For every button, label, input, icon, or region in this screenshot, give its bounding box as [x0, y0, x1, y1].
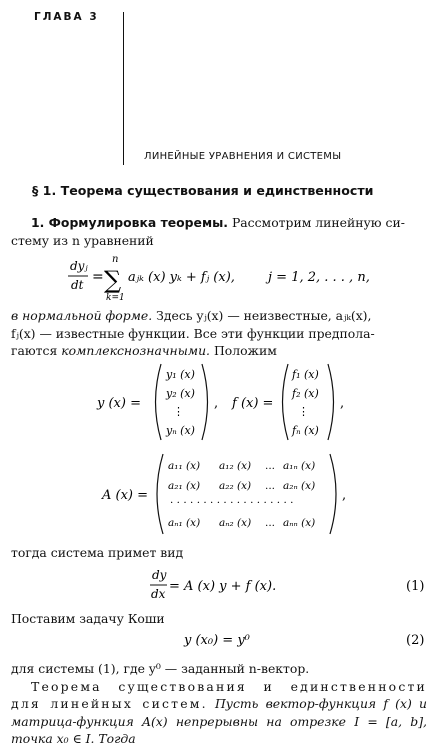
vector-f-entry: fₙ (x): [292, 424, 319, 437]
matrix-dots-row: · · · · · · · · · · · · · · · · · · ·: [170, 497, 294, 509]
sum-lower: k=1: [106, 293, 125, 303]
matrix-cell: aₙ₁ (x): [168, 517, 201, 529]
matrix-label: A (x) =: [102, 488, 149, 503]
system-lhs-den: dt: [71, 278, 84, 292]
line-complex-it: комплекснозначными.: [61, 343, 210, 358]
normal-form-paragraph: [11, 307, 427, 360]
vector-f-entry: f₁ (x): [292, 368, 319, 381]
section-title: § 1. Теорема существования и единственности: [32, 183, 374, 198]
subsection-title: 1. Формулировка теоремы.: [31, 215, 228, 230]
matrix-cell: a₂₁ (x): [168, 480, 201, 492]
matrix-cell: aₙₙ (x): [283, 517, 316, 529]
line-complex-a: гаются: [11, 343, 58, 358]
vector-y-entry: y₂ (x): [166, 387, 195, 400]
normal-form-rest: Здесь yⱼ(x) — неизвестные, aⱼₖ(x),: [156, 308, 372, 323]
equation-1: [0, 566, 441, 602]
chapter-title: ЛИНЕЙНЫЕ УРАВНЕНИЯ И СИСТЕМЫ: [144, 151, 342, 162]
system-body: aⱼₖ (x) yₖ + fⱼ (x),: [128, 270, 235, 285]
vector-f-entry: f₂ (x): [292, 387, 319, 400]
svg-text:,: ,: [340, 396, 345, 411]
vector-y-entry: yₙ (x): [166, 424, 195, 437]
svg-text:,: ,: [214, 396, 219, 411]
sum-upper: n: [112, 254, 119, 265]
eq2-body: y (x₀) = y⁰: [184, 633, 250, 648]
chapter-label: ГЛАВА 3: [34, 11, 99, 23]
matrix-cell: a₁₁ (x): [168, 460, 201, 472]
intro-line1: Рассмотрим линейную си-: [231, 215, 405, 230]
system-range: j = 1, 2, . . . , n,: [268, 270, 370, 285]
svg-text:=: =: [92, 269, 104, 285]
vector-definitions: [0, 360, 441, 444]
system-lhs-num: dyⱼ: [70, 259, 88, 273]
for-system-text: для системы (1), где y⁰ — заданный n-вектор.: [11, 661, 310, 676]
eq1-rhs: = A (x) y + f (x).: [169, 579, 277, 594]
matrix-cell: a₁ₙ (x): [283, 460, 316, 472]
matrix-cell: a₂₂ (x): [219, 480, 252, 492]
normal-form-italic: в нормальной форме.: [11, 308, 153, 323]
matrix-cell: a₂ₙ (x): [283, 480, 316, 492]
svg-text:,: ,: [342, 488, 347, 503]
matrix-cell: ...: [265, 460, 276, 472]
vector-y-entry: ⋮: [173, 405, 184, 418]
vector-f-entry: ⋮: [298, 405, 309, 418]
eq1-number: (1): [406, 579, 425, 594]
cauchy-text: Поставим задачу Коши: [11, 611, 165, 626]
theorem-statement: Пусть вектор-функция f (x) и матрица-функция A(x) непрерывны на отрезке I = [a, b], точка x₀ ∈ I. Тогда: [11, 696, 427, 746]
matrix-cell: ...: [265, 517, 276, 529]
equation-2: [0, 628, 441, 650]
chapter-vertical-rule: [123, 12, 124, 165]
subsection-intro: [11, 214, 427, 249]
eq1-num: dy: [152, 568, 167, 582]
line-fj: fⱼ(x) — известные функции. Все эти функции предпола-: [11, 325, 375, 341]
matrix-cell: aₙ₂ (x): [219, 517, 252, 529]
vector-y-entry: y₁ (x): [166, 368, 195, 381]
matrix-definition: [0, 450, 441, 538]
sum-sign: ∑: [104, 266, 122, 294]
closing-paragraph: [11, 660, 427, 748]
then-system-text: тогда система примет вид: [11, 545, 184, 560]
matrix-cell: ...: [265, 480, 276, 492]
line-complex-b: Положим: [213, 343, 277, 358]
eq1-den: dx: [151, 587, 166, 601]
theorem-title: Теорема существования и единственности для линейных систем.: [11, 678, 427, 711]
vector-f-label: f (x) =: [232, 396, 274, 411]
eq2-number: (2): [406, 633, 425, 648]
matrix-cell: a₁₂ (x): [219, 460, 252, 472]
vector-y-label: y (x) =: [97, 396, 141, 411]
intro-line2: стему из n уравнений: [11, 232, 154, 248]
system-equation: [0, 248, 441, 304]
